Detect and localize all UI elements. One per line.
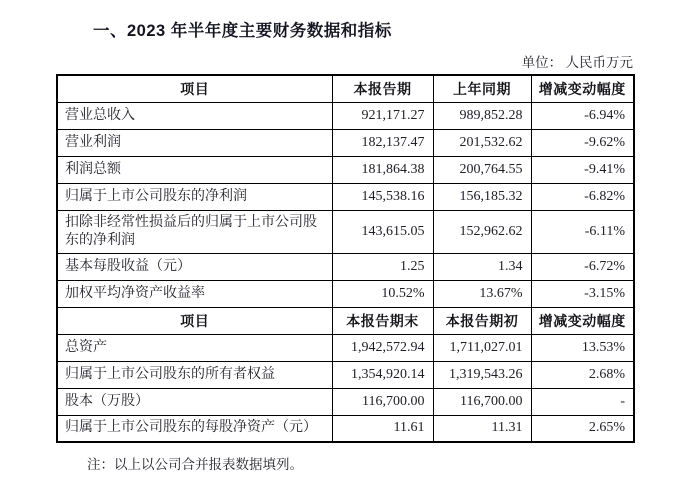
row-label: 扣除非经常性损益后的归属于上市公司股东的净利润 (57, 210, 332, 253)
table-row (57, 334, 634, 361)
value-change: 2.65% (531, 415, 634, 442)
value-prior: 1,711,027.01 (433, 334, 531, 361)
value-prior: 200,764.55 (433, 156, 531, 183)
page-title: 一、2023 年半年度主要财务数据和指标 (93, 22, 392, 40)
value-change: -9.62% (531, 129, 634, 156)
value-current: 1,354,920.14 (332, 361, 433, 388)
row-label: 归属于上市公司股东的净利润 (57, 183, 332, 210)
table-row (57, 253, 634, 280)
value-change: - (531, 388, 634, 415)
table-row (57, 415, 634, 442)
table-row (57, 361, 634, 388)
row-label: 基本每股收益（元） (57, 253, 332, 280)
row-label: 总资产 (57, 334, 332, 361)
value-current: 181,864.38 (332, 156, 433, 183)
value-change: 2.68% (531, 361, 634, 388)
col-header-item: 项目 (57, 75, 332, 102)
col-header-prior-period: 上年同期 (433, 75, 531, 102)
row-label: 归属于上市公司股东的每股净资产（元） (57, 415, 332, 442)
value-current: 145,538.16 (332, 183, 433, 210)
table-row (57, 183, 634, 210)
value-prior: 156,185.32 (433, 183, 531, 210)
value-current: 11.61 (332, 415, 433, 442)
value-current: 116,700.00 (332, 388, 433, 415)
row-label: 利润总额 (57, 156, 332, 183)
table-row (57, 129, 634, 156)
value-current: 182,137.47 (332, 129, 433, 156)
value-prior: 1,319,543.26 (433, 361, 531, 388)
value-change: 13.53% (531, 334, 634, 361)
value-current: 143,615.05 (332, 210, 433, 253)
value-prior: 13.67% (433, 280, 531, 307)
value-current: 10.52% (332, 280, 433, 307)
col-header-current-period: 本报告期 (332, 75, 433, 102)
value-change: -6.82% (531, 183, 634, 210)
table-header-row-period (57, 75, 634, 102)
table-row (57, 156, 634, 183)
table-row (57, 102, 634, 129)
col-header-period-begin: 本报告期初 (433, 307, 531, 334)
col-header-change: 增减变动幅度 (531, 75, 634, 102)
value-current: 921,171.27 (332, 102, 433, 129)
value-prior: 11.31 (433, 415, 531, 442)
value-change: -6.72% (531, 253, 634, 280)
financial-summary-table (56, 74, 635, 443)
unit-label: 单位： 人民币万元 (521, 55, 633, 70)
table-row (57, 280, 634, 307)
value-change: -9.41% (531, 156, 634, 183)
value-prior: 201,532.62 (433, 129, 531, 156)
value-prior: 989,852.28 (433, 102, 531, 129)
value-change: -6.94% (531, 102, 634, 129)
value-change: -3.15% (531, 280, 634, 307)
footnote: 注：以上以公司合并报表数据填列。 (87, 457, 303, 472)
value-current: 1,942,572.94 (332, 334, 433, 361)
value-change: -6.11% (531, 210, 634, 253)
row-label: 股本（万股） (57, 388, 332, 415)
table-header-row-balance (57, 307, 634, 334)
value-prior: 116,700.00 (433, 388, 531, 415)
row-label: 营业总收入 (57, 102, 332, 129)
value-prior: 152,962.62 (433, 210, 531, 253)
col-header-item: 项目 (57, 307, 332, 334)
col-header-change: 增减变动幅度 (531, 307, 634, 334)
row-label: 加权平均净资产收益率 (57, 280, 332, 307)
row-label: 营业利润 (57, 129, 332, 156)
table-row (57, 210, 634, 253)
col-header-period-end: 本报告期末 (332, 307, 433, 334)
value-current: 1.25 (332, 253, 433, 280)
value-prior: 1.34 (433, 253, 531, 280)
table-row (57, 388, 634, 415)
row-label: 归属于上市公司股东的所有者权益 (57, 361, 332, 388)
